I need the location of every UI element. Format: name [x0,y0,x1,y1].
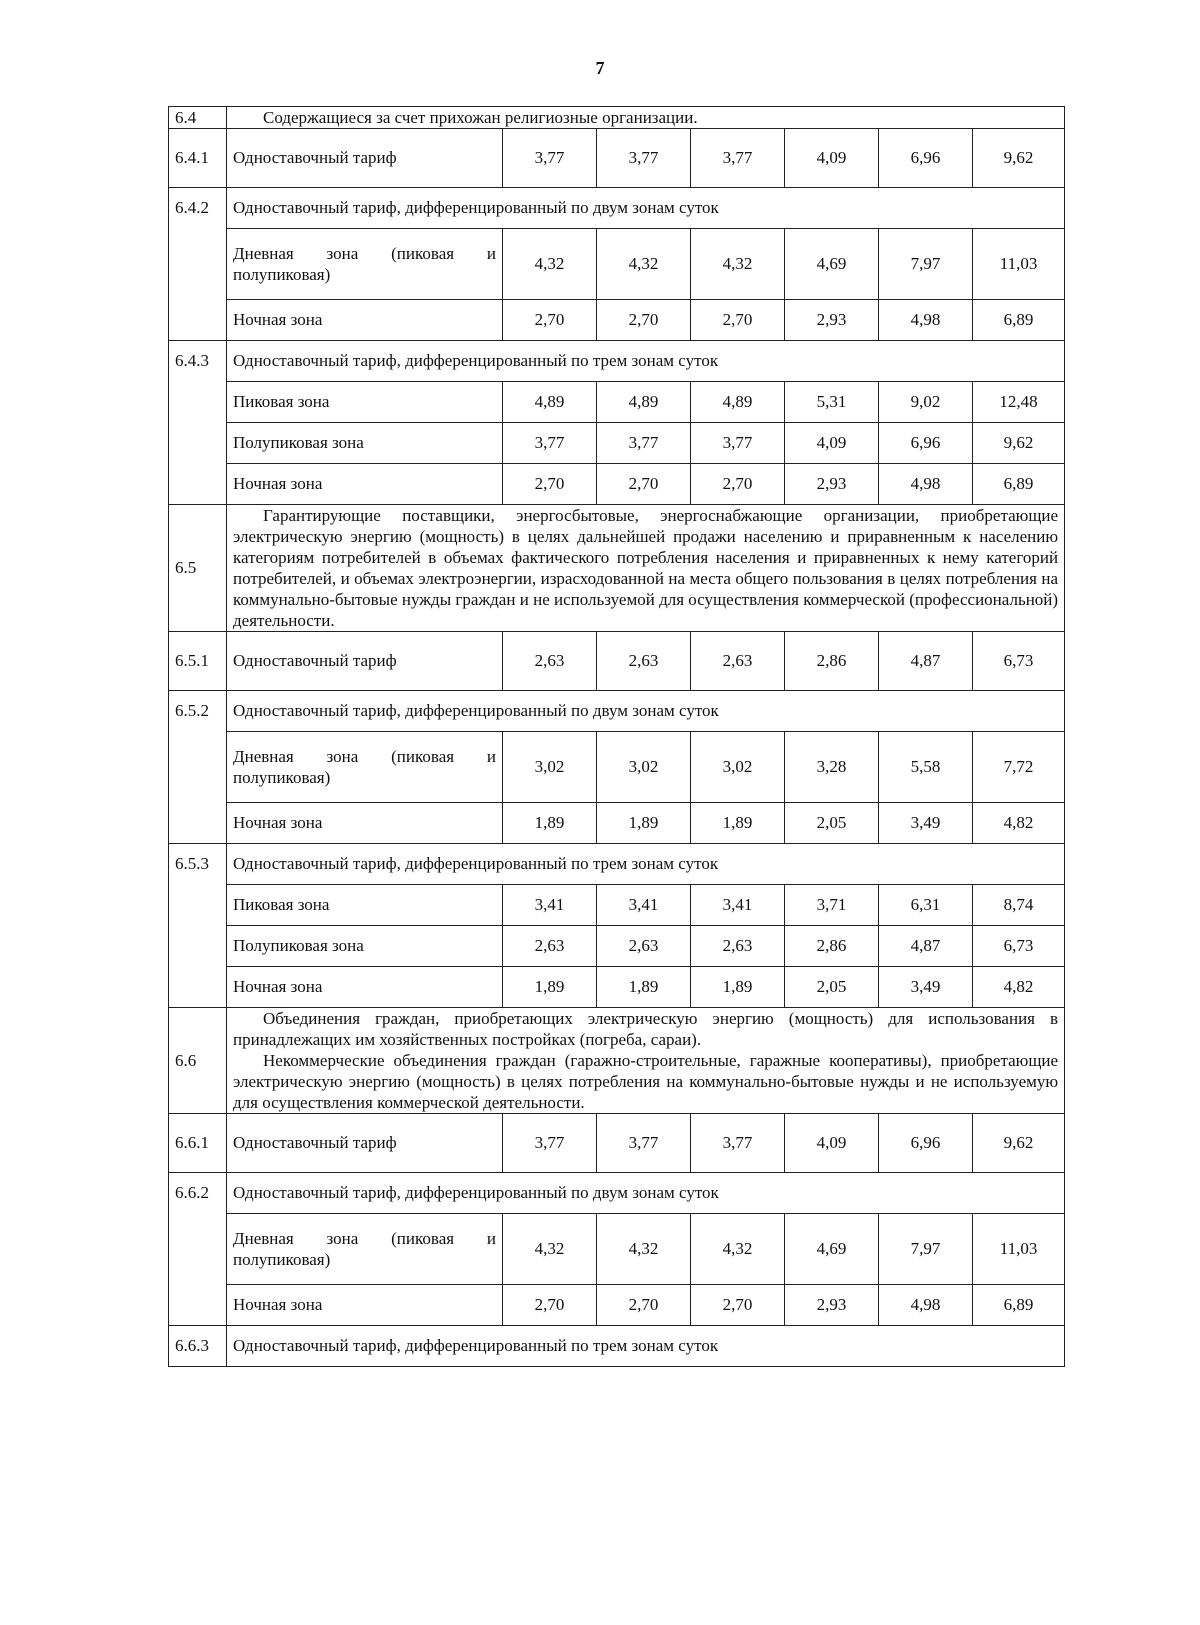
table-row [169,885,1065,926]
table-row [169,423,1065,464]
zone-value: 3,49 [879,803,973,844]
row-code: 6.6.3 [169,1326,227,1367]
zone-value: 2,93 [785,300,879,341]
zone-value: 4,32 [503,1214,597,1285]
tariff-value: 3,77 [597,1114,691,1173]
tariff-heading: Одноставочный тариф, дифференцированный по двум зонам суток [227,1173,1065,1214]
section-paragraph: Некоммерческие объединения граждан (гаражно-строительные, гаражные кооперативы), приобретающие электрическую энергию (мощность) в целях потребления на коммунально-бытовые нужды и не используемую для осуществления коммерческой деятельности. [233,1051,1059,1112]
zone-value: 2,70 [597,1285,691,1326]
table-row [169,803,1065,844]
code-spacer [169,1214,227,1285]
table-row [169,341,1065,382]
table-row [169,1326,1065,1367]
code-spacer [169,885,227,926]
row-code: 6.4.3 [169,341,227,382]
zone-value: 6,31 [879,885,973,926]
zone-value: 11,03 [973,1214,1065,1285]
zone-value: 2,05 [785,803,879,844]
table-row [169,1008,1065,1114]
zone-label: Полупиковая зона [227,926,503,967]
zone-value: 1,89 [597,803,691,844]
table-row [169,691,1065,732]
zone-value: 2,70 [597,464,691,505]
section-paragraph: Содержащиеся за счет прихожан религиозные организации. [263,108,698,127]
zone-value: 6,73 [973,926,1065,967]
zone-value: 4,32 [691,229,785,300]
zone-value: 3,28 [785,732,879,803]
zone-value: 8,74 [973,885,1065,926]
zone-value: 5,31 [785,382,879,423]
zone-label: Ночная зона [227,464,503,505]
zone-value: 5,58 [879,732,973,803]
zone-value: 4,32 [597,1214,691,1285]
page-number: 7 [595,58,605,78]
tariff-value: 2,63 [691,632,785,691]
zone-value: 1,89 [597,967,691,1008]
zone-value: 2,93 [785,1285,879,1326]
code-spacer [169,300,227,341]
zone-value: 1,89 [691,967,785,1008]
tariff-heading: Одноставочный тариф, дифференцированный по двум зонам суток [227,188,1065,229]
tariff-value: 2,63 [503,632,597,691]
zone-label: Дневная зона (пиковая и полупиковая) [227,1214,503,1285]
table-row [169,129,1065,188]
table-row [169,732,1065,803]
zone-value: 7,97 [879,1214,973,1285]
zone-value: 2,93 [785,464,879,505]
zone-value: 4,89 [691,382,785,423]
table-row [169,382,1065,423]
zone-value: 7,97 [879,229,973,300]
row-code: 6.4.2 [169,188,227,229]
tariff-value: 3,77 [503,1114,597,1173]
zone-label: Дневная зона (пиковая и полупиковая) [227,229,503,300]
zone-label: Ночная зона [227,967,503,1008]
zone-value: 2,70 [597,300,691,341]
zone-value: 1,89 [503,967,597,1008]
tariff-label: Одноставочный тариф [227,129,503,188]
tariff-heading: Одноставочный тариф, дифференцированный по трем зонам суток [227,844,1065,885]
table-row [169,229,1065,300]
zone-value: 2,70 [503,1285,597,1326]
table-row [169,926,1065,967]
zone-value: 3,41 [503,885,597,926]
zone-label: Ночная зона [227,1285,503,1326]
zone-value: 4,32 [503,229,597,300]
zone-value: 4,32 [597,229,691,300]
zone-value: 3,02 [503,732,597,803]
zone-value: 1,89 [503,803,597,844]
code-spacer [169,464,227,505]
zone-value: 2,63 [503,926,597,967]
table-row [169,844,1065,885]
tariff-heading: Одноставочный тариф, дифференцированный по двум зонам суток [227,691,1065,732]
table-row [169,300,1065,341]
zone-value: 4,98 [879,464,973,505]
zone-value: 4,89 [597,382,691,423]
zone-value: 4,82 [973,803,1065,844]
row-code: 6.5.2 [169,691,227,732]
zone-value: 2,70 [691,300,785,341]
zone-value: 3,77 [597,423,691,464]
zone-value: 3,77 [503,423,597,464]
row-code: 6.6.2 [169,1173,227,1214]
zone-value: 2,70 [503,464,597,505]
section-code: 6.4 [169,107,227,129]
tariff-value: 9,62 [973,1114,1065,1173]
table-row [169,464,1065,505]
zone-value: 11,03 [973,229,1065,300]
zone-value: 6,89 [973,1285,1065,1326]
zone-value: 4,69 [785,1214,879,1285]
tariff-table [168,106,1065,1367]
tariff-label: Одноставочный тариф [227,632,503,691]
table-row [169,107,1065,129]
section-paragraph: Объединения граждан, приобретающих электрическую энергию (мощность) для использования в принадлежащих им хозяйственных постройках (погреба, сараи). [233,1009,1059,1049]
tariff-value: 2,63 [597,632,691,691]
tariff-value: 4,09 [785,129,879,188]
code-spacer [169,229,227,300]
code-spacer [169,423,227,464]
zone-label: Пиковая зона [227,382,503,423]
zone-value: 3,41 [691,885,785,926]
table-row [169,1214,1065,1285]
zone-value: 3,41 [597,885,691,926]
tariff-table-body [169,107,1065,1367]
section-description [227,107,1065,129]
zone-value: 4,89 [503,382,597,423]
code-spacer [169,732,227,803]
table-row [169,1173,1065,1214]
section-code: 6.6 [169,1008,227,1114]
section-description [227,1008,1065,1114]
row-code: 6.5.3 [169,844,227,885]
row-code: 6.4.1 [169,129,227,188]
zone-label: Ночная зона [227,300,503,341]
row-code: 6.5.1 [169,632,227,691]
zone-value: 4,09 [785,423,879,464]
code-spacer [169,926,227,967]
zone-value: 3,49 [879,967,973,1008]
table-row [169,967,1065,1008]
tariff-heading: Одноставочный тариф, дифференцированный по трем зонам суток [227,341,1065,382]
zone-value: 4,98 [879,300,973,341]
zone-value: 4,32 [691,1214,785,1285]
zone-value: 2,70 [503,300,597,341]
zone-value: 4,98 [879,1285,973,1326]
code-spacer [169,382,227,423]
tariff-value: 9,62 [973,129,1065,188]
table-row [169,1114,1065,1173]
code-spacer [169,967,227,1008]
zone-value: 2,70 [691,1285,785,1326]
zone-value: 4,82 [973,967,1065,1008]
zone-value: 7,72 [973,732,1065,803]
zone-value: 3,71 [785,885,879,926]
zone-value: 3,02 [691,732,785,803]
tariff-value: 3,77 [691,129,785,188]
tariff-value: 4,87 [879,632,973,691]
tariff-value: 2,86 [785,632,879,691]
tariff-value: 6,73 [973,632,1065,691]
zone-value: 4,69 [785,229,879,300]
zone-value: 3,77 [691,423,785,464]
zone-value: 1,89 [691,803,785,844]
zone-value: 9,62 [973,423,1065,464]
zone-value: 4,87 [879,926,973,967]
tariff-value: 3,77 [503,129,597,188]
zone-value: 2,63 [691,926,785,967]
tariff-value: 6,96 [879,1114,973,1173]
tariff-value: 3,77 [691,1114,785,1173]
zone-value: 6,96 [879,423,973,464]
tariff-value: 6,96 [879,129,973,188]
zone-label: Полупиковая зона [227,423,503,464]
zone-label: Дневная зона (пиковая и полупиковая) [227,732,503,803]
zone-value: 2,70 [691,464,785,505]
table-row [169,632,1065,691]
zone-value: 6,89 [973,464,1065,505]
zone-value: 2,63 [597,926,691,967]
tariff-value: 3,77 [597,129,691,188]
row-code: 6.6.1 [169,1114,227,1173]
section-code: 6.5 [169,505,227,632]
tariff-heading: Одноставочный тариф, дифференцированный по трем зонам суток [227,1326,1065,1367]
zone-value: 2,05 [785,967,879,1008]
tariff-label: Одноставочный тариф [227,1114,503,1173]
tariff-value: 4,09 [785,1114,879,1173]
section-paragraph: Гарантирующие поставщики, энергосбытовые, энергоснабжающие организации, приобретающие электрическую энергию (мощность) в целях дальнейшей продажи населению и приравненным к населению категориям потребителей в объемах фактического потребления населения и приравненных к нему категорий потребителей, и объемах электроэнергии, израсходованной на места общего пользования в целях потребления на коммунально-бытовые нужды граждан и не используемой для осуществления коммерческой (профессиональной) деятельности. [233,506,1059,630]
code-spacer [169,1285,227,1326]
zone-value: 12,48 [973,382,1065,423]
zone-label: Ночная зона [227,803,503,844]
zone-value: 3,02 [597,732,691,803]
zone-value: 2,86 [785,926,879,967]
table-row [169,505,1065,632]
zone-value: 6,89 [973,300,1065,341]
zone-value: 9,02 [879,382,973,423]
section-description [227,505,1065,632]
table-row [169,1285,1065,1326]
zone-label: Пиковая зона [227,885,503,926]
code-spacer [169,803,227,844]
table-row [169,188,1065,229]
